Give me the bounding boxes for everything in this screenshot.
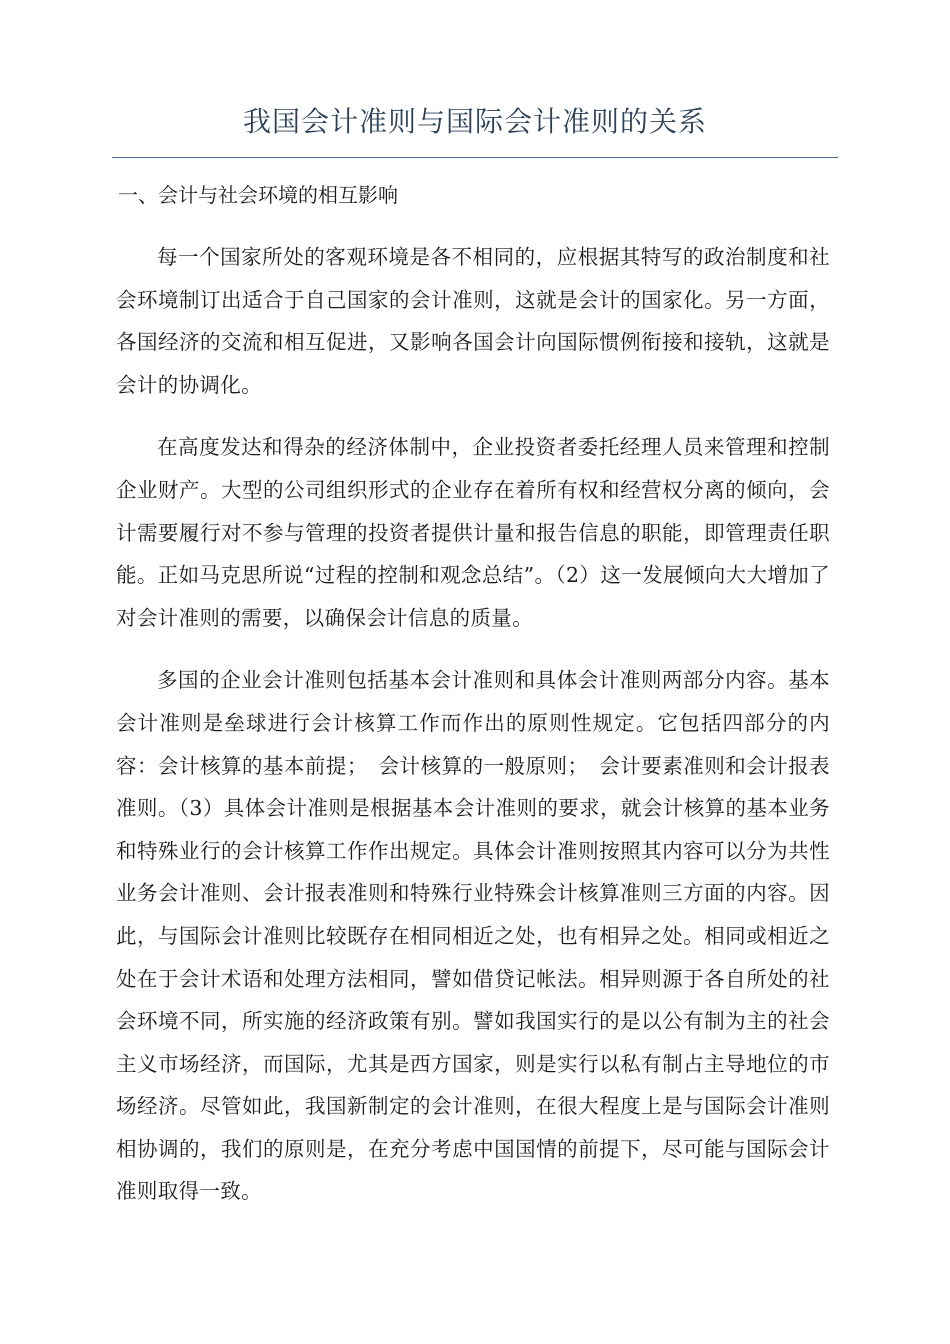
- document-body: [116, 236, 830, 1233]
- document-title: 我国会计准则与国际会计准则的关系: [242, 105, 707, 138]
- title-divider: [112, 157, 838, 158]
- paragraph-3: 多国的企业会计准则包括基本会计准则和具体会计准则两部分内容。基本会计准则是垒球进行会计核算工作而作出的原则性规定。它包括四部分的内容：会计核算的基本前提； 会计核算的一般原则； 会计要素准则和会计报表准则。（3）具体会计准则是根据基本会计准则的要求，就会计核算的基本业务和特殊业行的会计核算工作作出规定。具体会计准则按照其内容可以分为共性业务会计准则、会计报表准则和特殊行业特殊会计核算准则三方面的内容。因此，与国际会计准则比较既存在相同相近之处，也有相异之处。相同或相近之处在于会计术语和处理方法相同，譬如借贷记帐法。相异则源于各自所处的社会环境不同，所实施的经济政策有别。譬如我国实行的是以公有制为主的社会主义市场经济，而国际，尤其是西方国家，则是实行以私有制占主导地位的市场经济。尽管如此，我国新制定的会计准则，在很大程度上是与国际会计准则相协调的，我们的原则是，在充分考虑中国国情的前提下，尽可能与国际会计准则取得一致。: [116, 668, 830, 1204]
- paragraph-2: 在高度发达和得杂的经济体制中，企业投资者委托经理人员来管理和控制企业财产。大型的公司组织形式的企业存在着所有权和经营权分离的倾向，会计需要履行对不参与管理的投资者提供计量和报告信息的职能，即管理责任职能。正如马克思所说“过程的控制和观念总结”。（2）这一发展倾向大大增加了对会计准则的需要，以确保会计信息的质量。: [116, 435, 830, 630]
- section-heading: 一、会计与社会环境的相互影响: [118, 183, 398, 207]
- paragraph-1: 每一个国家所处的客观环境是各不相同的，应根据其特写的政治制度和社会环境制订出适合于自己国家的会计准则，这就是会计的国家化。另一方面，各国经济的交流和相互促进，又影响各国会计向国际惯例衔接和接轨，这就是会计的协调化。: [116, 245, 830, 397]
